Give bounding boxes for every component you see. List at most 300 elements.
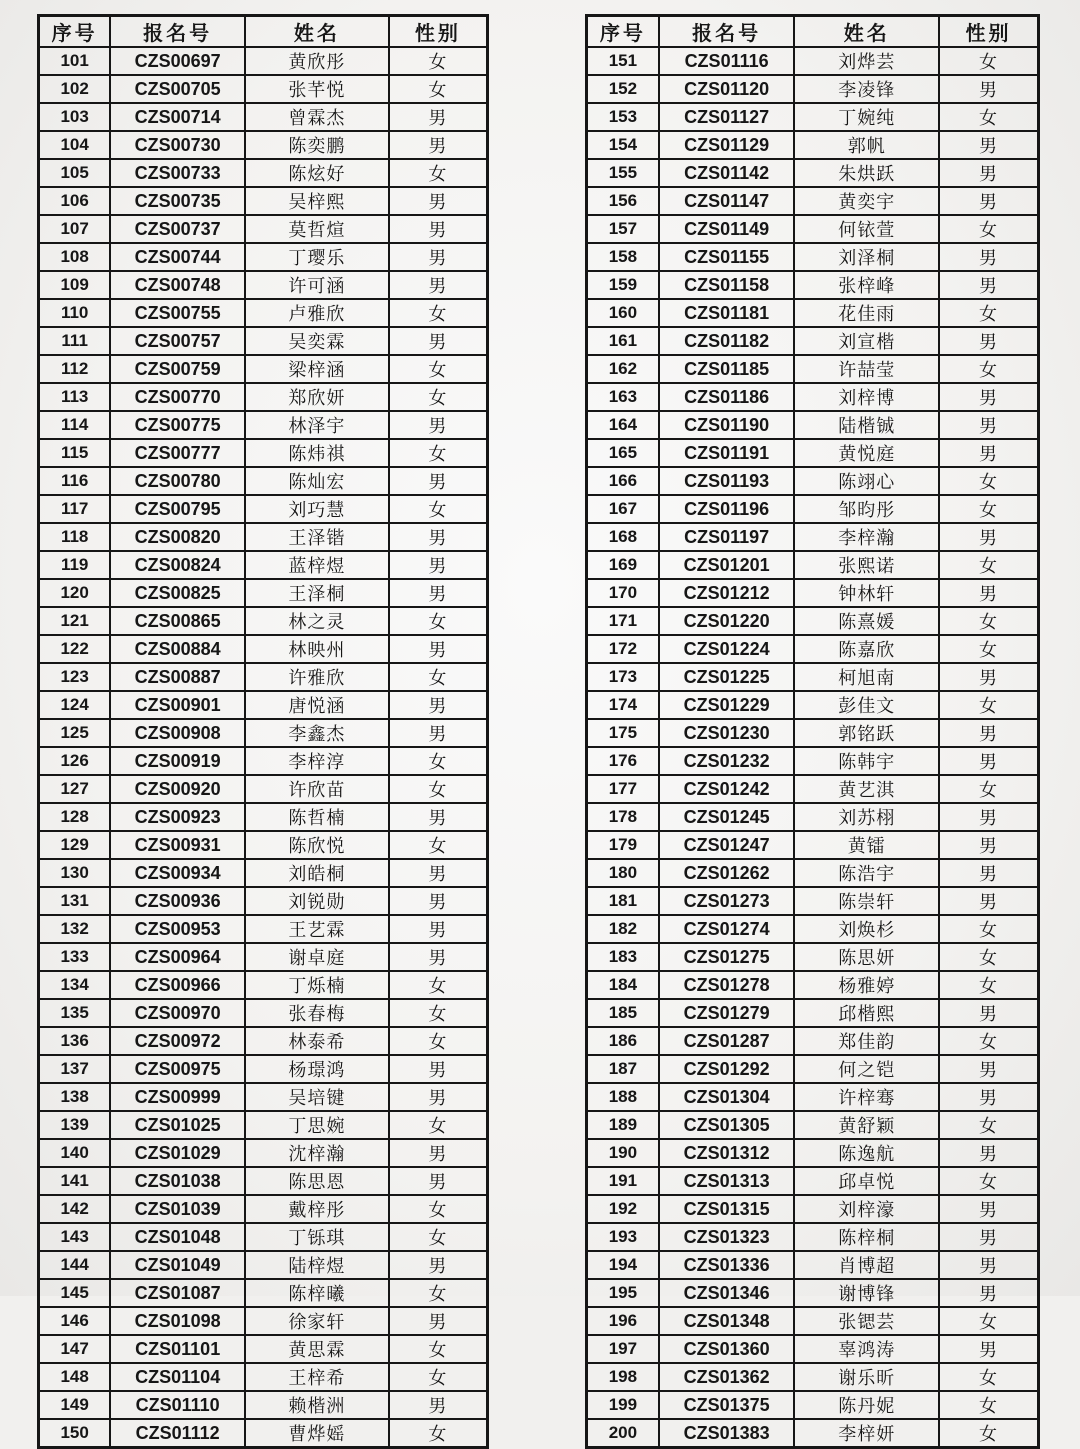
gender-cell: 男 xyxy=(389,243,488,271)
registration-number-cell: CZS01182 xyxy=(659,327,795,355)
serial-cell: 195 xyxy=(587,1279,659,1307)
name-cell: 陈炜祺 xyxy=(245,439,389,467)
registration-number-cell: CZS01185 xyxy=(659,355,795,383)
name-cell: 刘泽桐 xyxy=(794,243,939,271)
table-row xyxy=(39,803,488,831)
serial-cell: 121 xyxy=(39,607,111,635)
name-cell: 黄艺淇 xyxy=(794,775,939,803)
table-row xyxy=(587,1083,1039,1111)
serial-cell: 170 xyxy=(587,579,659,607)
registration-number-cell: CZS01274 xyxy=(659,915,795,943)
registration-number-cell: CZS01383 xyxy=(659,1419,795,1448)
serial-cell: 128 xyxy=(39,803,111,831)
name-cell: 陈梓桐 xyxy=(794,1223,939,1251)
table-row xyxy=(587,1195,1039,1223)
table-row xyxy=(587,187,1039,215)
gender-cell: 女 xyxy=(939,775,1038,803)
table-row xyxy=(39,1363,488,1391)
name-cell: 李梓妍 xyxy=(794,1419,939,1448)
name-cell: 刘巧慧 xyxy=(245,495,389,523)
registration-number-cell: CZS01279 xyxy=(659,999,795,1027)
serial-cell: 111 xyxy=(39,327,111,355)
serial-cell: 155 xyxy=(587,159,659,187)
registration-number-cell: CZS00934 xyxy=(110,859,245,887)
gender-cell: 男 xyxy=(939,579,1038,607)
serial-cell: 167 xyxy=(587,495,659,523)
name-cell: 丁烁楠 xyxy=(245,971,389,999)
name-cell: 刘锐勋 xyxy=(245,887,389,915)
name-cell: 柯旭南 xyxy=(794,663,939,691)
serial-cell: 125 xyxy=(39,719,111,747)
gender-cell: 女 xyxy=(939,1419,1038,1448)
gender-cell: 男 xyxy=(939,747,1038,775)
gender-cell: 男 xyxy=(939,523,1038,551)
serial-cell: 159 xyxy=(587,271,659,299)
serial-cell: 176 xyxy=(587,747,659,775)
gender-cell: 女 xyxy=(389,1195,488,1223)
name-cell: 丁婉纯 xyxy=(794,103,939,131)
serial-cell: 180 xyxy=(587,859,659,887)
registration-number-cell: CZS01348 xyxy=(659,1307,795,1335)
registration-number-cell: CZS01313 xyxy=(659,1167,795,1195)
table-row xyxy=(587,971,1039,999)
name-cell: 朱烘跃 xyxy=(794,159,939,187)
serial-cell: 161 xyxy=(587,327,659,355)
name-cell: 张春梅 xyxy=(245,999,389,1027)
gender-cell: 女 xyxy=(389,159,488,187)
serial-cell: 117 xyxy=(39,495,111,523)
gender-cell: 男 xyxy=(389,1167,488,1195)
serial-cell: 188 xyxy=(587,1083,659,1111)
gender-cell: 女 xyxy=(389,383,488,411)
name-cell: 陈嘉欣 xyxy=(794,635,939,663)
table-row xyxy=(587,1363,1039,1391)
serial-cell: 162 xyxy=(587,355,659,383)
serial-cell: 110 xyxy=(39,299,111,327)
gender-cell: 女 xyxy=(939,943,1038,971)
gender-cell: 女 xyxy=(939,103,1038,131)
serial-cell: 189 xyxy=(587,1111,659,1139)
table-row xyxy=(587,943,1039,971)
registration-number-cell: CZS00884 xyxy=(110,635,245,663)
gender-cell: 男 xyxy=(389,467,488,495)
gender-cell: 女 xyxy=(389,747,488,775)
serial-cell: 113 xyxy=(39,383,111,411)
gender-cell: 女 xyxy=(939,551,1038,579)
table-row xyxy=(39,607,488,635)
name-cell: 吴梓熙 xyxy=(245,187,389,215)
gender-cell: 男 xyxy=(939,1139,1038,1167)
table-row xyxy=(587,1307,1039,1335)
table-row xyxy=(587,859,1039,887)
gender-cell: 男 xyxy=(939,439,1038,467)
registration-number-cell: CZS00780 xyxy=(110,467,245,495)
gender-cell: 女 xyxy=(939,635,1038,663)
name-cell: 陈欣悦 xyxy=(245,831,389,859)
gender-cell: 男 xyxy=(939,1055,1038,1083)
registration-number-cell: CZS00908 xyxy=(110,719,245,747)
table-row xyxy=(39,1307,488,1335)
registration-number-cell: CZS01193 xyxy=(659,467,795,495)
gender-cell: 男 xyxy=(389,943,488,971)
name-cell: 杨雅婷 xyxy=(794,971,939,999)
registration-number-cell: CZS01312 xyxy=(659,1139,795,1167)
name-cell: 邱卓悦 xyxy=(794,1167,939,1195)
gender-cell: 男 xyxy=(389,1083,488,1111)
registration-number-cell: CZS01315 xyxy=(659,1195,795,1223)
serial-cell: 160 xyxy=(587,299,659,327)
serial-cell: 131 xyxy=(39,887,111,915)
table-row xyxy=(39,1111,488,1139)
name-cell: 辜鸿涛 xyxy=(794,1335,939,1363)
table-row xyxy=(587,523,1039,551)
roster-table-right xyxy=(585,14,1040,1449)
table-row xyxy=(587,607,1039,635)
serial-cell: 163 xyxy=(587,383,659,411)
gender-cell: 女 xyxy=(389,1111,488,1139)
table-row xyxy=(39,943,488,971)
registration-number-cell: CZS00972 xyxy=(110,1027,245,1055)
gender-cell: 女 xyxy=(939,1391,1038,1419)
table-row xyxy=(39,831,488,859)
name-cell: 何之铠 xyxy=(794,1055,939,1083)
serial-cell: 145 xyxy=(39,1279,111,1307)
serial-cell: 184 xyxy=(587,971,659,999)
serial-cell: 132 xyxy=(39,915,111,943)
registration-number-cell: CZS00748 xyxy=(110,271,245,299)
registration-number-cell: CZS01230 xyxy=(659,719,795,747)
name-cell: 陆楷铖 xyxy=(794,411,939,439)
registration-number-cell: CZS00887 xyxy=(110,663,245,691)
registration-number-cell: CZS00953 xyxy=(110,915,245,943)
name-cell: 唐悦涵 xyxy=(245,691,389,719)
registration-number-cell: CZS01197 xyxy=(659,523,795,551)
registration-number-cell: CZS01212 xyxy=(659,579,795,607)
registration-number-cell: CZS01224 xyxy=(659,635,795,663)
registration-number-cell: CZS01229 xyxy=(659,691,795,719)
registration-number-cell: CZS01287 xyxy=(659,1027,795,1055)
gender-cell: 男 xyxy=(939,327,1038,355)
serial-cell: 172 xyxy=(587,635,659,663)
registration-number-cell: CZS00697 xyxy=(110,47,245,75)
name-cell: 王泽锴 xyxy=(245,523,389,551)
name-cell: 谢乐昕 xyxy=(794,1363,939,1391)
serial-cell: 193 xyxy=(587,1223,659,1251)
name-cell: 刘梓博 xyxy=(794,383,939,411)
name-cell: 戴梓彤 xyxy=(245,1195,389,1223)
serial-cell: 107 xyxy=(39,215,111,243)
table-row xyxy=(39,355,488,383)
name-cell: 刘苏栩 xyxy=(794,803,939,831)
gender-cell: 男 xyxy=(939,719,1038,747)
gender-cell: 男 xyxy=(389,1139,488,1167)
name-cell: 黄舒颖 xyxy=(794,1111,939,1139)
registration-number-cell: CZS01039 xyxy=(110,1195,245,1223)
serial-cell: 134 xyxy=(39,971,111,999)
table-row xyxy=(39,1223,488,1251)
registration-number-cell: CZS01360 xyxy=(659,1335,795,1363)
table-row xyxy=(39,859,488,887)
name-cell: 谢卓庭 xyxy=(245,943,389,971)
name-cell: 刘宣楷 xyxy=(794,327,939,355)
name-cell: 黄奕宇 xyxy=(794,187,939,215)
name-cell: 陈逸航 xyxy=(794,1139,939,1167)
table-row xyxy=(39,551,488,579)
registration-number-cell: CZS01186 xyxy=(659,383,795,411)
table-row xyxy=(587,271,1039,299)
registration-number-cell: CZS01362 xyxy=(659,1363,795,1391)
gender-cell: 男 xyxy=(389,411,488,439)
table-row xyxy=(39,1083,488,1111)
table-row xyxy=(39,971,488,999)
gender-cell: 女 xyxy=(389,75,488,103)
name-cell: 陈思妍 xyxy=(794,943,939,971)
registration-number-cell: CZS00825 xyxy=(110,579,245,607)
gender-cell: 男 xyxy=(939,159,1038,187)
serial-cell: 130 xyxy=(39,859,111,887)
registration-number-cell: CZS01247 xyxy=(659,831,795,859)
table-row xyxy=(587,103,1039,131)
table-row xyxy=(587,1391,1039,1419)
registration-number-cell: CZS01142 xyxy=(659,159,795,187)
serial-cell: 135 xyxy=(39,999,111,1027)
table-row xyxy=(39,215,488,243)
table-row xyxy=(39,1335,488,1363)
gender-cell: 女 xyxy=(389,1363,488,1391)
serial-cell: 165 xyxy=(587,439,659,467)
registration-number-cell: CZS01098 xyxy=(110,1307,245,1335)
serial-cell: 124 xyxy=(39,691,111,719)
name-cell: 黄悦庭 xyxy=(794,439,939,467)
registration-number-cell: CZS00755 xyxy=(110,299,245,327)
serial-cell: 105 xyxy=(39,159,111,187)
registration-number-cell: CZS01336 xyxy=(659,1251,795,1279)
gender-cell: 男 xyxy=(389,635,488,663)
name-cell: 刘烨芸 xyxy=(794,47,939,75)
registration-number-cell: CZS01196 xyxy=(659,495,795,523)
gender-cell: 男 xyxy=(939,803,1038,831)
name-cell: 徐家轩 xyxy=(245,1307,389,1335)
name-cell: 陈炫好 xyxy=(245,159,389,187)
serial-cell: 178 xyxy=(587,803,659,831)
name-cell: 张熙诺 xyxy=(794,551,939,579)
registration-number-cell: CZS00705 xyxy=(110,75,245,103)
table-row xyxy=(39,635,488,663)
gender-cell: 男 xyxy=(389,103,488,131)
name-cell: 许欣苗 xyxy=(245,775,389,803)
registration-number-cell: CZS01147 xyxy=(659,187,795,215)
serial-cell: 183 xyxy=(587,943,659,971)
gender-cell: 女 xyxy=(939,355,1038,383)
name-cell: 肖博超 xyxy=(794,1251,939,1279)
gender-cell: 男 xyxy=(939,131,1038,159)
name-cell: 曾霖杰 xyxy=(245,103,389,131)
table-row xyxy=(587,439,1039,467)
table-row xyxy=(587,1279,1039,1307)
registration-number-cell: CZS01112 xyxy=(110,1419,245,1448)
name-cell: 陈思恩 xyxy=(245,1167,389,1195)
gender-cell: 男 xyxy=(939,383,1038,411)
table-row xyxy=(587,75,1039,103)
table-row xyxy=(39,411,488,439)
gender-cell: 男 xyxy=(389,523,488,551)
gender-cell: 男 xyxy=(389,1251,488,1279)
serial-cell: 146 xyxy=(39,1307,111,1335)
serial-cell: 141 xyxy=(39,1167,111,1195)
table-row xyxy=(39,187,488,215)
registration-number-cell: CZS00730 xyxy=(110,131,245,159)
name-cell: 林泽宇 xyxy=(245,411,389,439)
serial-cell: 116 xyxy=(39,467,111,495)
serial-cell: 142 xyxy=(39,1195,111,1223)
gender-cell: 男 xyxy=(939,999,1038,1027)
serial-cell: 150 xyxy=(39,1419,111,1448)
name-cell: 梁梓涵 xyxy=(245,355,389,383)
serial-cell: 129 xyxy=(39,831,111,859)
gender-cell: 女 xyxy=(389,495,488,523)
serial-cell: 199 xyxy=(587,1391,659,1419)
name-cell: 丁思婉 xyxy=(245,1111,389,1139)
registration-number-cell: CZS01025 xyxy=(110,1111,245,1139)
name-cell: 蓝梓煜 xyxy=(245,551,389,579)
table-row xyxy=(39,383,488,411)
table-row xyxy=(39,1419,488,1448)
serial-cell: 144 xyxy=(39,1251,111,1279)
gender-cell: 男 xyxy=(939,411,1038,439)
table-row xyxy=(39,47,488,75)
serial-cell: 126 xyxy=(39,747,111,775)
gender-cell: 男 xyxy=(389,327,488,355)
serial-cell: 192 xyxy=(587,1195,659,1223)
registration-number-cell: CZS01245 xyxy=(659,803,795,831)
registration-number-cell: CZS01087 xyxy=(110,1279,245,1307)
header-serial: 序号 xyxy=(39,16,111,48)
table-row xyxy=(587,691,1039,719)
name-cell: 吴奕霖 xyxy=(245,327,389,355)
serial-cell: 182 xyxy=(587,915,659,943)
serial-cell: 168 xyxy=(587,523,659,551)
registration-number-cell: CZS01232 xyxy=(659,747,795,775)
name-cell: 黄欣彤 xyxy=(245,47,389,75)
serial-cell: 140 xyxy=(39,1139,111,1167)
roster-table-left xyxy=(37,14,489,1449)
gender-cell: 男 xyxy=(389,131,488,159)
gender-cell: 男 xyxy=(939,1195,1038,1223)
gender-cell: 女 xyxy=(939,299,1038,327)
serial-cell: 152 xyxy=(587,75,659,103)
gender-cell: 女 xyxy=(939,971,1038,999)
name-cell: 卢雅欣 xyxy=(245,299,389,327)
gender-cell: 男 xyxy=(939,187,1038,215)
table-row xyxy=(587,355,1039,383)
registration-number-cell: CZS01101 xyxy=(110,1335,245,1363)
serial-cell: 190 xyxy=(587,1139,659,1167)
serial-cell: 103 xyxy=(39,103,111,131)
serial-cell: 186 xyxy=(587,1027,659,1055)
name-cell: 郭帆 xyxy=(794,131,939,159)
registration-number-cell: CZS01127 xyxy=(659,103,795,131)
table-row xyxy=(587,467,1039,495)
gender-cell: 男 xyxy=(939,1335,1038,1363)
name-cell: 钟林轩 xyxy=(794,579,939,607)
registration-number-cell: CZS00737 xyxy=(110,215,245,243)
name-cell: 黄镭 xyxy=(794,831,939,859)
table-row xyxy=(39,691,488,719)
gender-cell: 男 xyxy=(389,1307,488,1335)
serial-cell: 197 xyxy=(587,1335,659,1363)
serial-cell: 151 xyxy=(587,47,659,75)
registration-number-cell: CZS01158 xyxy=(659,271,795,299)
registration-number-cell: CZS01190 xyxy=(659,411,795,439)
name-cell: 张芊悦 xyxy=(245,75,389,103)
gender-cell: 男 xyxy=(389,691,488,719)
table-row xyxy=(587,159,1039,187)
name-cell: 王艺霖 xyxy=(245,915,389,943)
table-row xyxy=(587,1055,1039,1083)
name-cell: 张锶芸 xyxy=(794,1307,939,1335)
registration-number-cell: CZS01225 xyxy=(659,663,795,691)
registration-number-cell: CZS00923 xyxy=(110,803,245,831)
table-row xyxy=(587,47,1039,75)
registration-number-cell: CZS01323 xyxy=(659,1223,795,1251)
gender-cell: 男 xyxy=(939,831,1038,859)
serial-cell: 138 xyxy=(39,1083,111,1111)
registration-number-cell: CZS01278 xyxy=(659,971,795,999)
name-cell: 陈崇轩 xyxy=(794,887,939,915)
registration-number-cell: CZS01191 xyxy=(659,439,795,467)
gender-cell: 女 xyxy=(389,1279,488,1307)
registration-number-cell: CZS00901 xyxy=(110,691,245,719)
table-row xyxy=(587,1419,1039,1448)
serial-cell: 175 xyxy=(587,719,659,747)
registration-number-cell: CZS00744 xyxy=(110,243,245,271)
serial-cell: 157 xyxy=(587,215,659,243)
serial-cell: 102 xyxy=(39,75,111,103)
registration-number-cell: CZS00936 xyxy=(110,887,245,915)
name-cell: 吴培键 xyxy=(245,1083,389,1111)
registration-number-cell: CZS00735 xyxy=(110,187,245,215)
gender-cell: 女 xyxy=(389,439,488,467)
gender-cell: 女 xyxy=(389,831,488,859)
table-row xyxy=(39,1027,488,1055)
gender-cell: 女 xyxy=(939,1167,1038,1195)
table-row xyxy=(587,1167,1039,1195)
gender-cell: 女 xyxy=(389,355,488,383)
table-row xyxy=(39,747,488,775)
table-row xyxy=(39,467,488,495)
registration-number-cell: CZS01049 xyxy=(110,1251,245,1279)
registration-number-cell: CZS00966 xyxy=(110,971,245,999)
name-cell: 许雅欣 xyxy=(245,663,389,691)
gender-cell: 男 xyxy=(939,1279,1038,1307)
registration-number-cell: CZS00865 xyxy=(110,607,245,635)
registration-number-cell: CZS01305 xyxy=(659,1111,795,1139)
gender-cell: 男 xyxy=(389,1391,488,1419)
table-row xyxy=(39,271,488,299)
table-row xyxy=(587,411,1039,439)
name-cell: 丁铄琪 xyxy=(245,1223,389,1251)
gender-cell: 男 xyxy=(389,1055,488,1083)
serial-cell: 147 xyxy=(39,1335,111,1363)
table-row xyxy=(39,103,488,131)
serial-cell: 171 xyxy=(587,607,659,635)
header-gender: 性别 xyxy=(939,16,1038,48)
serial-cell: 173 xyxy=(587,663,659,691)
registration-number-cell: CZS00757 xyxy=(110,327,245,355)
table-row xyxy=(587,551,1039,579)
registration-number-cell: CZS01181 xyxy=(659,299,795,327)
table-row xyxy=(39,1251,488,1279)
